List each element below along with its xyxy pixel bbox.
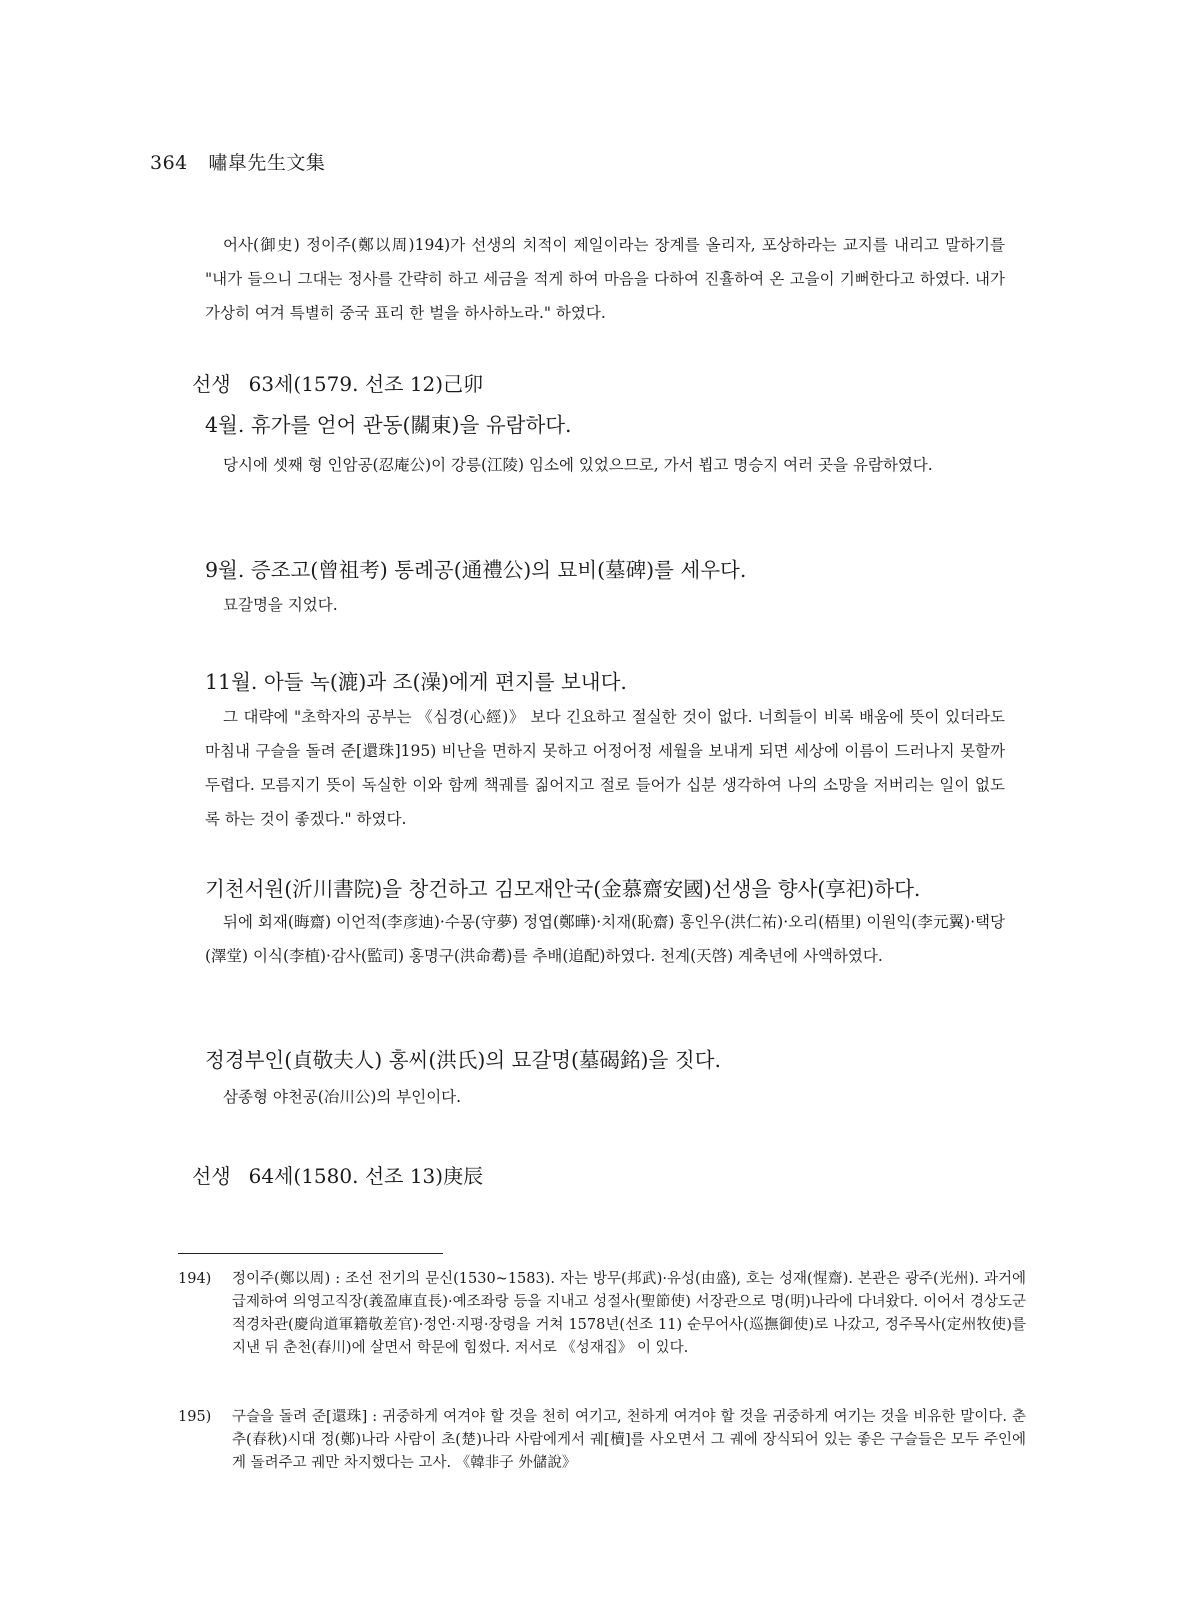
age-heading-subject: 선생 — [192, 372, 231, 396]
age-heading-63 — [192, 368, 483, 397]
entry-body: 뒤에 회재(晦齋) 이언적(李彦迪)·수몽(守夢) 정엽(鄭曄)·치재(恥齋) 홍인우(洪仁祐)·오리(梧里) 이원익(李元翼)·택당(澤堂) 이식(李植)·감사(監司) 홍명구(洪命耈)를 추배(追配)하였다. 천계(天啓) 계축년에 사액하였다. — [205, 913, 1005, 965]
intro-paragraph: 어사(御史) 정이주(鄭以周)194)가 선생의 치적이 제일이라는 장계를 올리자, 포상하라는 교지를 내리고 말하기를 "내가 들으니 그대는 정사를 간략히 하고 세금을 적게 하여 마음을 다하여 진휼하여 온 고을이 기뻐한다고 하였다. 내가 가상히 여겨 특별히 중국 표리 한 벌을 하사하노라." 하였다. — [205, 236, 1005, 322]
entry-body: 묘갈명을 지었다. — [223, 596, 338, 614]
footnote-number: 194) — [178, 1271, 212, 1287]
page-number: 364 — [150, 152, 188, 174]
entry-title: 11월. 아들 녹(漉)과 조(澡)에게 편지를 보내다. — [205, 670, 627, 694]
footnote-divider — [178, 1253, 443, 1254]
footnote-text: 정이주(鄭以周) : 조선 전기의 문신(1530~1583). 자는 방무(邦武)·유성(由盛), 호는 성재(惺齋). 본관은 광주(光州). 과거에 급제하여 의영고직장(義盈庫直長)·예조좌랑 등을 지내고 성절사(聖節使) 서장관으로 명(明)나라에 다녀왔다. 이어서 경상도군적경차관(慶尙道軍籍敬差官)·정언·지평·장령을 거쳐 1578년(선조 11) 순무어사(巡撫御使)로 나갔고, 정주목사(定州牧使)를 지낸 뒤 춘천(春川)에 살면서 학문에 힘썼다. 저서로 《성재집》 이 있다. — [232, 1271, 1026, 1356]
footnote-194 — [178, 1268, 1026, 1360]
entry-title: 9월. 증조고(曾祖考) 통례공(通禮公)의 묘비(墓碑)를 세우다. — [205, 558, 747, 582]
footnote-text: 구슬을 돌려 준[還珠] : 귀중하게 여겨야 할 것을 천히 여기고, 천하게 여겨야 할 것을 귀중하게 여기는 것을 비유한 말이다. 춘추(春秋)시대 정(鄭)나라 사람이 초(楚)나라 사람에게서 궤[櫝]를 사오면서 그 궤에 장식되어 있는 좋은 구슬들은 모두 주인에게 돌려주고 궤만 차지했다는 고사. 《韓非子 外儲說》 — [232, 1409, 1026, 1471]
age-heading-label: 63세(1579. 선조 12)己卯 — [248, 372, 484, 396]
book-title: 嘯皐先生文集 — [208, 152, 326, 174]
entry-title: 4월. 휴가를 얻어 관동(關東)을 유람하다. — [205, 413, 572, 437]
running-header — [150, 148, 325, 175]
entry-body: 그 대략에 "초학자의 공부는 《심경(心經)》 보다 긴요하고 절실한 것이 없다. 너희들이 비록 배움에 뜻이 있더라도 마침내 구슬을 돌려 준[還珠]195) 비난을 면하지 못하고 어정어정 세월을 보내게 되면 세상에 이름이 드러나지 못할까 두렵다. 모름지기 뜻이 독실한 이와 함께 책궤를 짊어지고 절로 들어가 십분 생각하여 나의 소망을 저버리는 일이 없도록 하는 것이 좋겠다." 하였다. — [205, 708, 1005, 828]
entry-title: 정경부인(貞敬夫人) 홍씨(洪氏)의 묘갈명(墓碣銘)을 짓다. — [205, 1048, 721, 1072]
entry-title: 기천서원(沂川書院)을 창건하고 김모재안국(金慕齋安國)선생을 향사(享祀)하다. — [205, 877, 921, 901]
age-heading-subject: 선생 — [192, 1164, 231, 1188]
age-heading-64 — [192, 1160, 483, 1189]
footnote-195 — [178, 1406, 1026, 1475]
footnote-number: 195) — [178, 1409, 212, 1425]
entry-body: 삼종형 야천공(冶川公)의 부인이다. — [223, 1088, 462, 1106]
entry-body: 당시에 셋째 형 인암공(忍庵公)이 강릉(江陵) 임소에 있었으므로, 가서 뵙고 명승지 여러 곳을 유람하였다. — [223, 456, 933, 474]
age-heading-label: 64세(1580. 선조 13)庚辰 — [248, 1164, 484, 1188]
